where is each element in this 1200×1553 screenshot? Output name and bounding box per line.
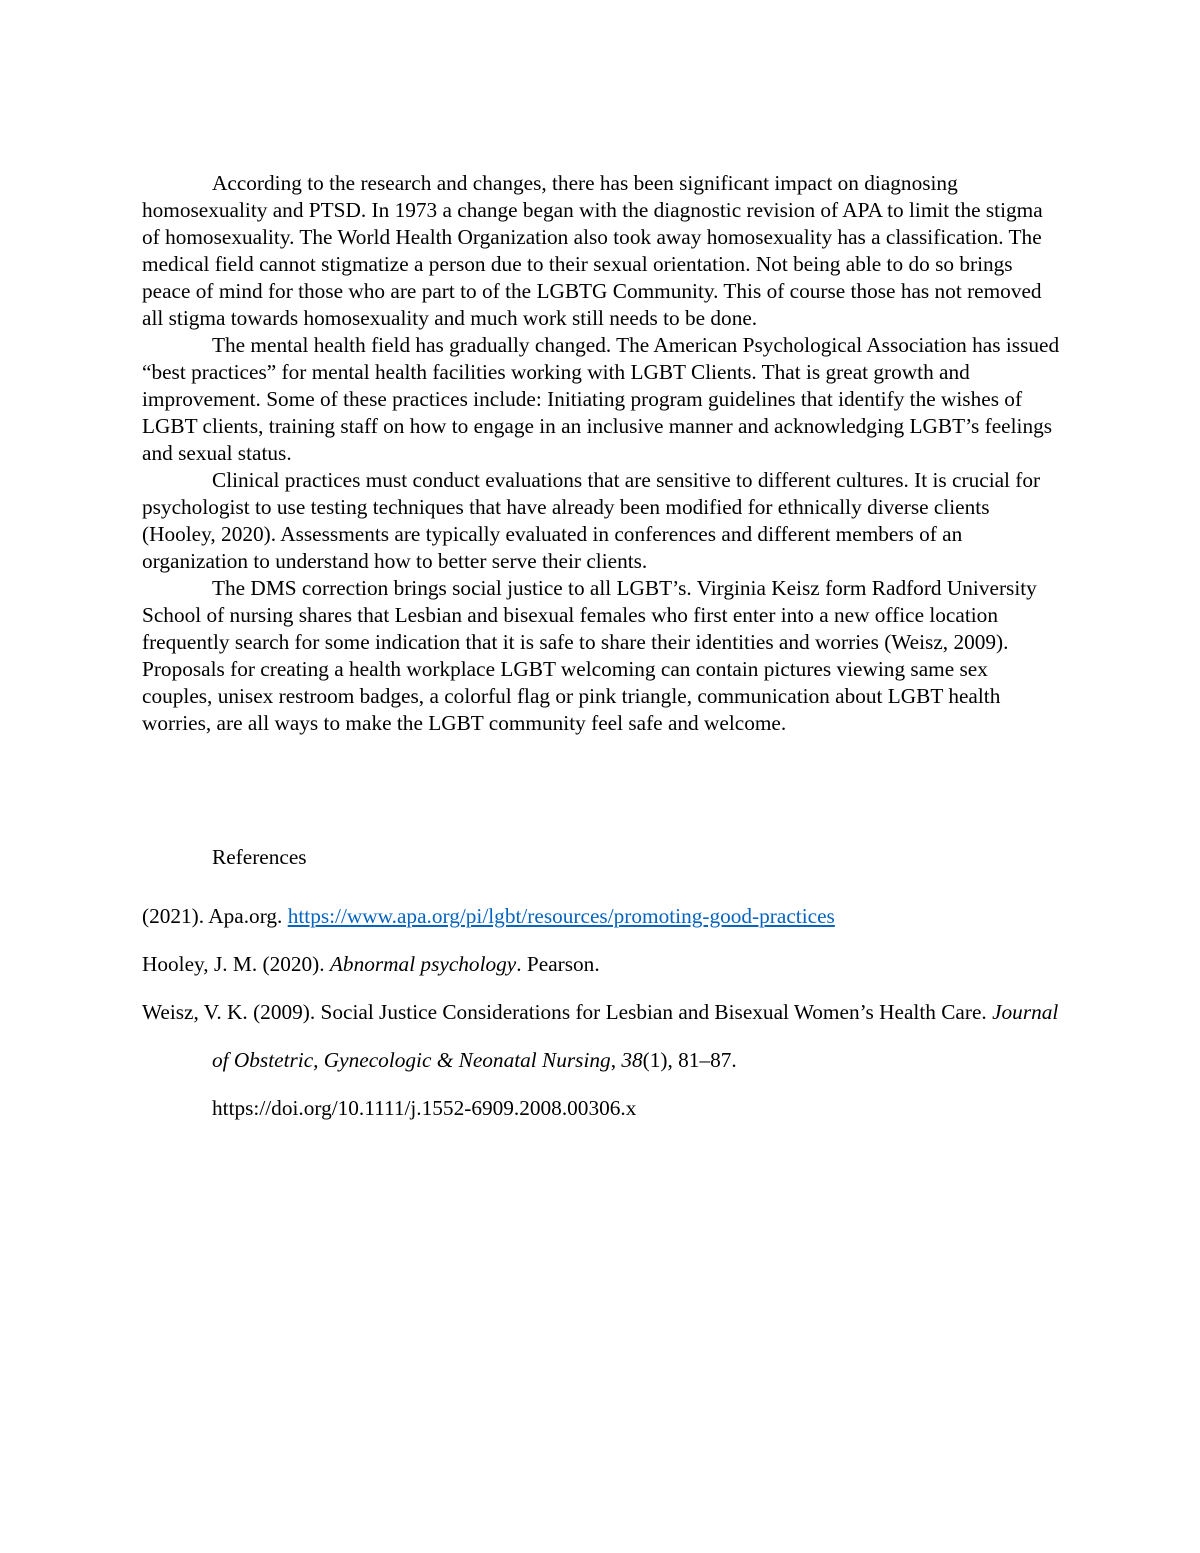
- reference-apa: [142, 892, 1062, 940]
- reference-hooley: [142, 940, 1062, 988]
- references-heading: References: [212, 845, 307, 869]
- reference-weisz-doi: https://doi.org/10.1111/j.1552-6909.2008.00306.x: [212, 1096, 637, 1120]
- reference-hooley-prefix: Hooley, J. M. (2020).: [142, 952, 330, 976]
- reference-apa-prefix: (2021). Apa.org.: [142, 904, 288, 928]
- paragraph-2: The mental health field has gradually changed. The American Psychological Association has issued “best practices” for mental health facilities working with LGBT Clients. That is great growth and improvement. Some of these practices include: Initiating program guidelines that identify the wishes of LGBT clients, training staff on how to engage in an inclusive manner and acknowledging LGBT’s feelings and sexual status.: [142, 333, 1060, 465]
- reference-apa-link[interactable]: https://www.apa.org/pi/lgbt/resources/promoting-good-practices: [287, 904, 835, 928]
- reference-hooley-title: Abnormal psychology: [329, 952, 517, 976]
- reference-weisz-suffix: (1), 81–87.: [642, 1048, 737, 1072]
- body-text: [142, 170, 1062, 737]
- paragraph-3: Clinical practices must conduct evaluations that are sensitive to different cultures. It is crucial for psychologist to use testing techniques that have already been modified for ethnically diverse clients (Hooley, 2020). Assessments are typically evaluated in conferences and different members of an organization to understand how to better serve their clients.: [142, 468, 1041, 573]
- paragraph-1: According to the research and changes, there has been significant impact on diagnosing homosexuality and PTSD. In 1973 a change began with the diagnostic revision of APA to limit the stigma of homosexuality. The World Health Organization also took away homosexuality has a classification. The medical field cannot stigmatize a person due to their sexual orientation. Not being able to do so brings peace of mind for those who are part to of the LGBTG Community. This of course those has not removed all stigma towards homosexuality and much work still needs to be done.: [142, 171, 1043, 330]
- reference-weisz-volume: 38: [621, 1048, 643, 1072]
- references-list: [142, 892, 1062, 1132]
- reference-weisz-journal: Journal of Obstetric, Gynecologic & Neonatal Nursing: [212, 1000, 1059, 1072]
- reference-hooley-suffix: . Pearson.: [516, 952, 600, 976]
- reference-weisz-sep: ,: [610, 1048, 622, 1072]
- reference-weisz: [142, 988, 1062, 1132]
- paragraph-4: The DMS correction brings social justice to all LGBT’s. Virginia Keisz form Radford University School of nursing shares that Lesbian and bisexual females who first enter into a new office location frequently search for some indication that it is safe to share their identities and worries (Weisz, 2009). Proposals for creating a health workplace LGBT welcoming can contain pictures viewing same sex couples, unisex restroom badges, a colorful flag or pink triangle, communication about LGBT health worries, are all ways to make the LGBT community feel safe and welcome.: [142, 576, 1037, 735]
- reference-weisz-prefix: Weisz, V. K. (2009). Social Justice Considerations for Lesbian and Bisexual Women’s Health Care.: [142, 1000, 993, 1024]
